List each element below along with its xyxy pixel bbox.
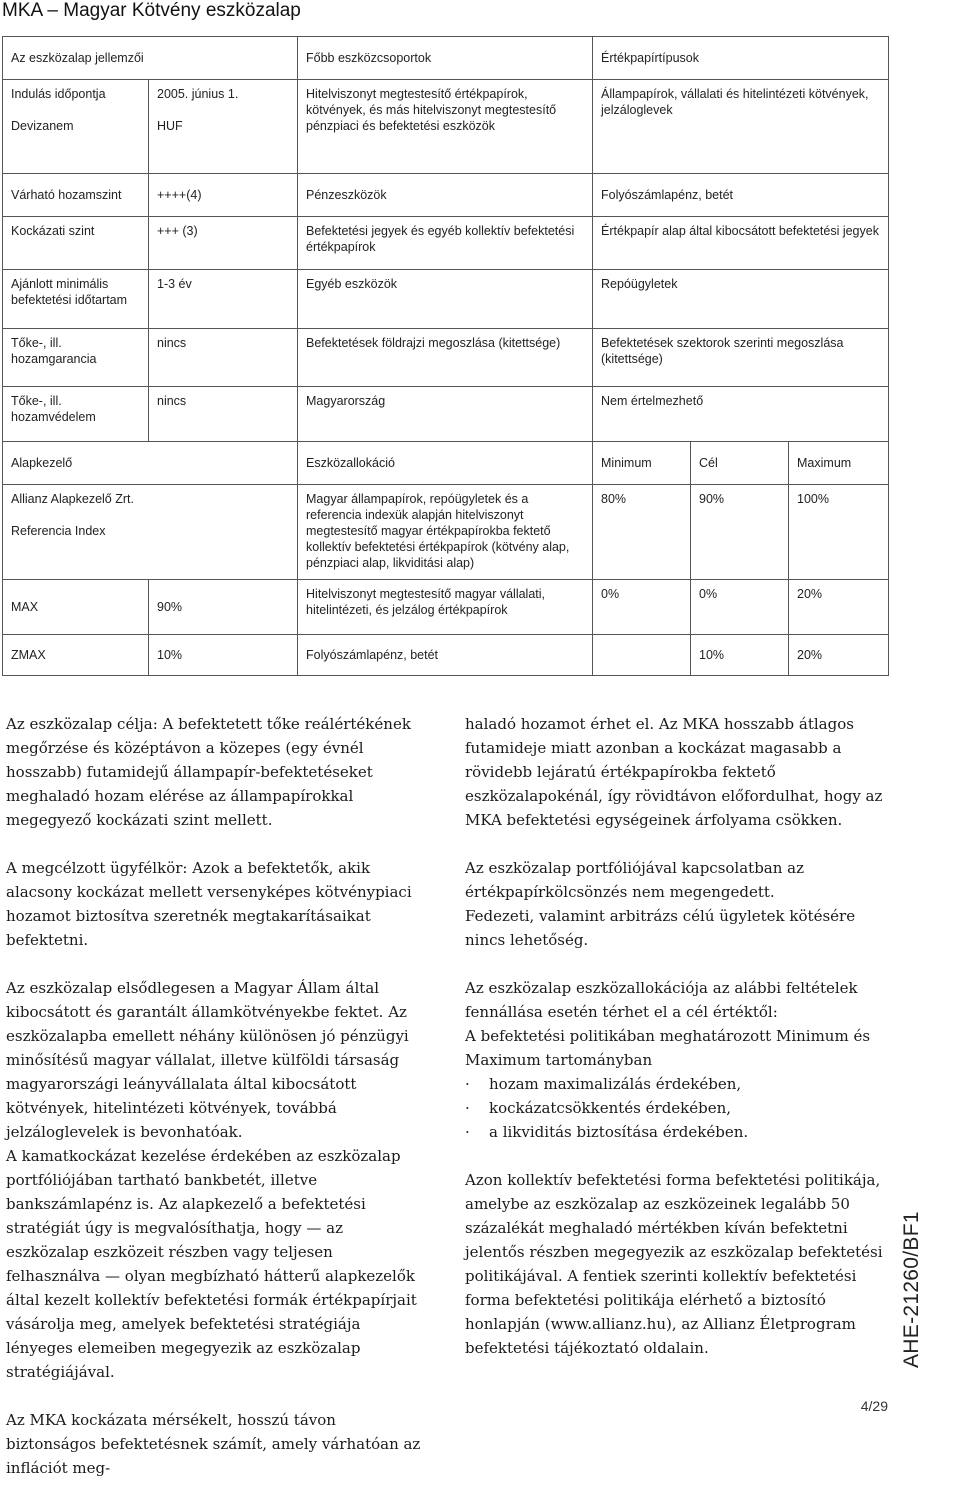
allocation-3-desc: Folyószámlapénz, betét — [298, 635, 593, 676]
table-row — [3, 484, 889, 579]
paragraph-allocation-deviation: Az eszközalap eszközallokációja az alábbi feltételek fennállása esetén térhet el a cél értéktől: — [465, 979, 858, 1021]
kockazat-label: Kockázati szint — [3, 216, 149, 269]
devizanem-label: Devizanem — [11, 118, 74, 133]
table-row — [3, 386, 889, 441]
table-row — [3, 79, 889, 173]
table-row — [3, 173, 889, 216]
maximum-label: Maximum — [789, 441, 889, 484]
header-jellemzoi: Az eszközalap jellemzői — [3, 37, 298, 80]
table-row — [3, 37, 889, 80]
table-row — [3, 441, 889, 484]
zmax-value: 10% — [149, 635, 298, 676]
paragraph-risk-level: Az MKA kockázata mérsékelt, hosszú távon biztonságos befektetésnek számít, amely várhatóan az inflációt meg- — [6, 1411, 421, 1477]
garancia-value: nincs — [149, 329, 298, 386]
garancia-label: Tőke-, ill. hozamgarancia — [3, 329, 149, 386]
fund-info-table — [2, 36, 889, 676]
highlight-kamatkockazat: kamatkockázat — [21, 1147, 137, 1165]
allocation-2-max: 20% — [789, 579, 889, 634]
paragraph-investment-focus: Az eszközalap elsődlegesen a Magyar Állam által kibocsátott és garantált államkötvényekbe fektet. Az eszközalapba emellett néhány különösen jó pénzügyi minősítésű magyar vállalat, illetve külföldi társaság magyarországi leányvállalata által kibocsátott kötvények, hitelintézeti kötvények, továbbá jelzáloglevelek is bevonhatóak. — [6, 979, 409, 1141]
paragraph-lending: Az eszközalap portfóliójával kapcsolatban az értékpapírkölcsönzés nem megengedett. — [465, 859, 805, 901]
document-code: AHE-21260/BF1 — [900, 1211, 923, 1368]
table-row — [3, 216, 889, 269]
alapkezelo-value: Allianz Alapkezelő Zrt. — [11, 491, 134, 506]
eszkozcsoport-4: Egyéb eszközök — [298, 270, 593, 329]
paragraph-yield: haladó hozamot érhet el. Az MKA hosszabb átlagos futamideje miatt azonban a kockázat magasabb a rövidebb lejáratú értékpapírokba fektető eszközalapokénál, így rövidtávon előfordulhat, hogy az MKA befektetési egységeinek árfolyama csökken. — [465, 715, 883, 829]
ertekpapir-2: Folyószámlapénz, betét — [593, 173, 889, 216]
ertekpapir-4: Repóügyletek — [593, 270, 889, 329]
devizanem-value: HUF — [157, 118, 183, 133]
header-fobb-eszkozcsoportok: Főbb eszközcsoportok — [298, 37, 593, 80]
highlight-kockazat-mersekelt: kockázata mérsékelt — [71, 1411, 228, 1429]
ertekpapir-3: Értékpapír alap által kibocsátott befektetési jegyek — [593, 216, 889, 269]
foldrajzi-label: Befektetések földrajzi megoszlása (kitettsége) — [298, 329, 593, 386]
vedelem-value: nincs — [149, 386, 298, 441]
szektor-label: Befektetések szektorok szerinti megoszlása (kitettsége) — [593, 329, 889, 386]
list-item: · kockázatcsökkentés érdekében, — [465, 1096, 890, 1120]
foldrajzi-value: Magyarország — [298, 386, 593, 441]
allocation-1-min: 80% — [593, 484, 691, 579]
table-row — [3, 329, 889, 386]
minimum-label: Minimum — [593, 441, 691, 484]
eszkozcsoport-3: Befektetési jegyek és egyéb kollektív befektetési értékpapírok — [298, 216, 593, 269]
bullet-list — [465, 1072, 890, 1144]
vedelem-label: Tőke-, ill. hozamvédelem — [3, 386, 149, 441]
allocation-1-cel: 90% — [691, 484, 789, 579]
ertekpapir-1: Állampapírok, vállalati és hitelintézeti kötvények, jelzáloglevek — [593, 79, 889, 173]
right-text-column — [465, 712, 890, 1384]
inditas-label: Indulás időpontja — [11, 86, 106, 101]
referencia-label: Referencia Index — [11, 523, 106, 538]
allocation-3-max: 20% — [789, 635, 889, 676]
hozam-value: ++++(4) — [149, 173, 298, 216]
page-title: MKA – Magyar Kötvény eszközalap — [2, 0, 301, 21]
max-label: MAX — [3, 579, 149, 634]
header-ertekpapirtipusok: Értékpapírtípusok — [593, 37, 889, 80]
allocation-2-min: 0% — [593, 579, 691, 634]
kockazat-value: +++ (3) — [149, 216, 298, 269]
table-row — [3, 579, 889, 634]
eszkozallokacio-label: Eszközallokáció — [298, 441, 593, 484]
paragraph-range: A befektetési politikában meghatározott Minimum és Maximum tartományban — [465, 1027, 871, 1069]
eszkozcsoport-1: Hitelviszonyt megtestesítő értékpapírok, kötvények, és más hitelviszonyt megtestesítő pénzpiaci és befektetési eszközök — [298, 79, 593, 173]
alapkezelo-label: Alapkezelő — [3, 441, 298, 484]
allocation-1-max: 100% — [789, 484, 889, 579]
list-item: · hozam maximalizálás érdekében, — [465, 1072, 890, 1096]
inditas-value: 2005. június 1. — [157, 86, 239, 101]
paragraph-hedging: Fedezeti, valamint arbitrázs célú ügyletek kötésére nincs lehetőség. — [465, 907, 856, 949]
ajanlott-value: 1-3 év — [149, 270, 298, 329]
hozam-label: Várható hozamszint — [3, 173, 149, 216]
allocation-1-desc: Magyar állampapírok, repóügyletek és a referencia indexük alapján hitelviszonyt megtestesítő magyar értékpapírokba fektető kollektív befektetési értékpapírok (kötvény alap, pénzpiaci alap, likviditási alap) — [298, 484, 593, 579]
cel-label: Cél — [691, 441, 789, 484]
szektor-value: Nem értelmezhető — [593, 386, 889, 441]
list-item: · a likviditás biztosítása érdekében. — [465, 1120, 890, 1144]
allocation-2-desc: Hitelviszonyt megtestesítő magyar vállalati, hitelintézeti, és jelzálog értékpapírok — [298, 579, 593, 634]
paragraph-interest-risk: A kamatkockázat kezelése érdekében az eszközalap portfóliójában tartható bankbetét, illetve bankszámlapénz is. Az alapkezelő a befektetési stratégiát úgy is megvalósíthatja, hogy — az eszközalap eszközeit részben vagy teljesen felhasználva — olyan megbízható hátterű alapkezelők által kezelt kollektív befektetési formák értékpapírjait vásárolja meg, amelyek befektetési stratégiája lényeges elemeiben megegyezik az eszközalap stratégiájával. — [6, 1147, 417, 1381]
eszkozcsoport-2: Pénzeszközök — [298, 173, 593, 216]
page-number: 4/29 — [860, 1398, 888, 1414]
table-row — [3, 270, 889, 329]
paragraph-collective-policy: Azon kollektív befektetési forma befektetési politikája, amelybe az eszközalap az eszközeinek legalább 50 százalékát meghaladó mértékben kíván befektetni jelentős részben megegyezik az eszközalap befektetési politikájával. A fentiek szerinti kollektív befektetési forma befektetési politikája elérhető a biztosító honlapján (www.allianz.hu), az Allianz Életprogram befektetési tájékoztató oldalain. — [465, 1171, 883, 1357]
max-value: 90% — [149, 579, 298, 634]
allocation-3-cel: 10% — [691, 635, 789, 676]
paragraph-target-clients: A megcélzott ügyfélkör: Azok a befektetők, akik alacsony kockázat mellett versenyképes kötvénypiaci hozamot biztosítva szeretnék megtakarításaikat befektetni. — [6, 859, 412, 949]
allocation-2-cel: 0% — [691, 579, 789, 634]
paragraph-goal: Az eszközalap célja: A befektetett tőke reálértékének megőrzése és középtávon a közepes (egy évnél hosszabb) futamidejű állampapír-befektetéseket meghaladó hozam elérése az állampapírokkal megegyező kockázati szint mellett. — [6, 715, 411, 829]
left-text-column — [6, 712, 426, 1504]
ajanlott-label: Ajánlott minimális befektetési időtartam — [3, 270, 149, 329]
zmax-label: ZMAX — [3, 635, 149, 676]
allocation-3-min — [593, 635, 691, 676]
table-row — [3, 635, 889, 676]
